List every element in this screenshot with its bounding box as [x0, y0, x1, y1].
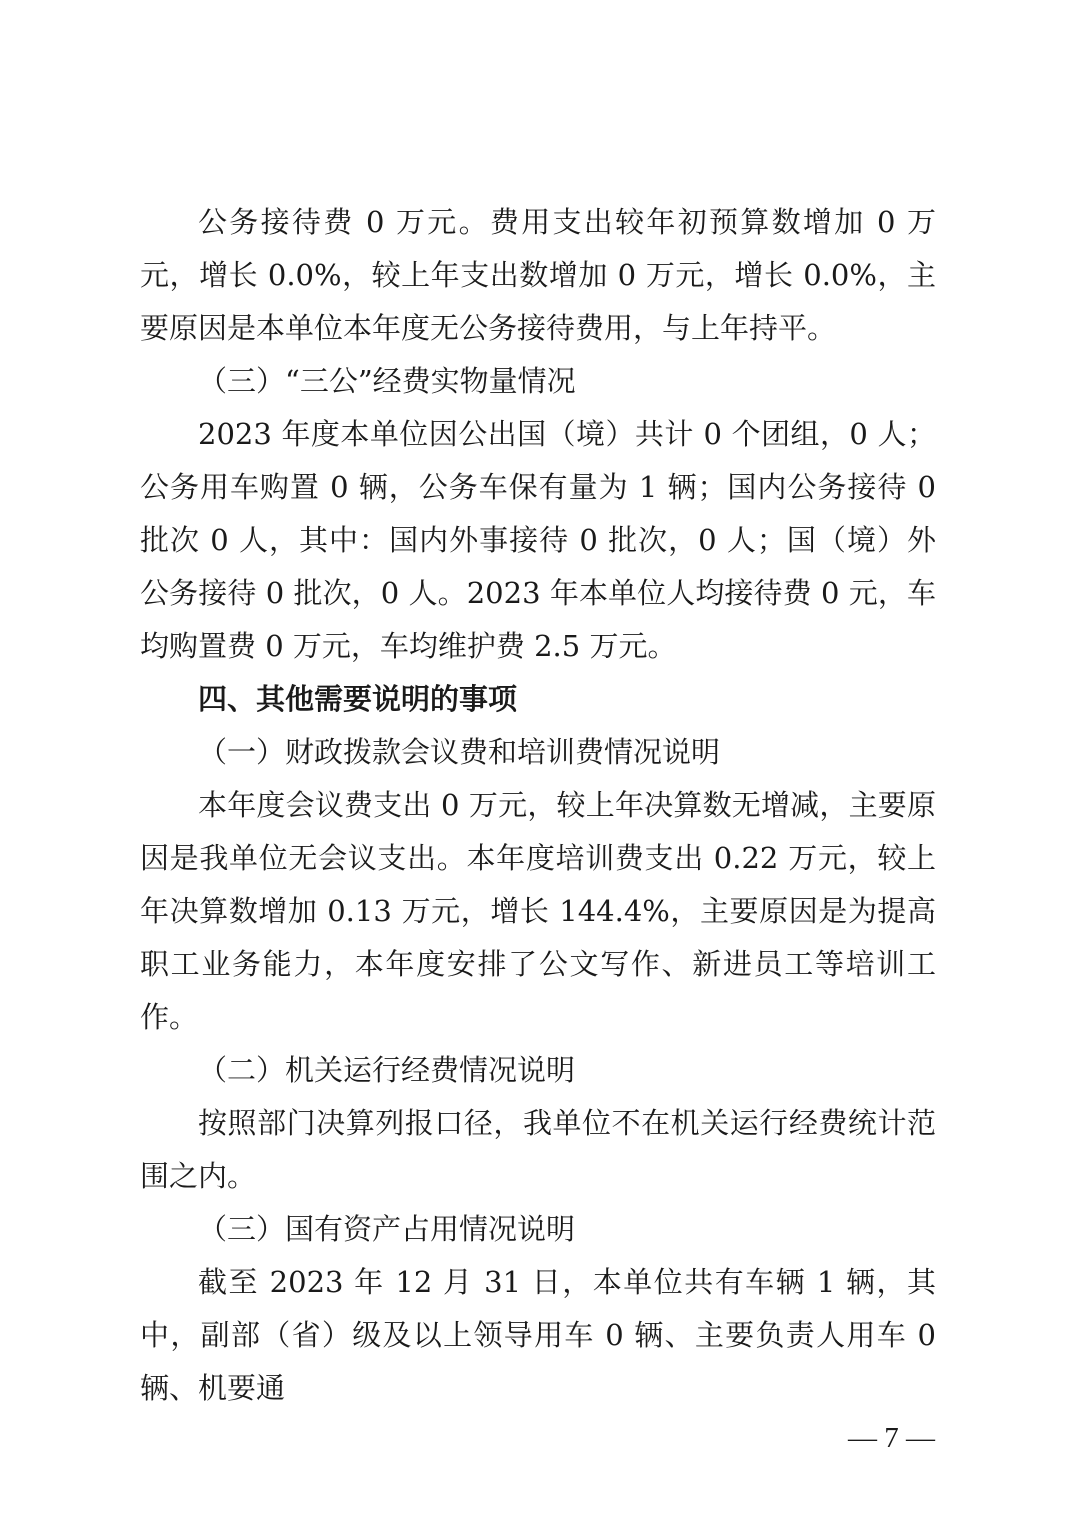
body-text — [140, 196, 936, 1415]
paragraph-reception-expense: 公务接待费 0 万元。费用支出较年初预算数增加 0 万元，增长 0.0%，较上年支出数增加 0 万元，增长 0.0%，主要原因是本单位本年度无公务接待费用，与上年持平。 — [140, 205, 936, 345]
paragraph-operating-expense: 按照部门决算列报口径，我单位不在机关运行经费统计范围之内。 — [140, 1106, 936, 1193]
heading-three-public-quantity: （三）“三公”经费实物量情况 — [198, 364, 576, 398]
heading-state-assets: （三）国有资产占用情况说明 — [198, 1212, 576, 1246]
heading-meeting-training: （一）财政拨款会议费和培训费情况说明 — [198, 735, 721, 769]
paragraph-state-assets: 截至 2023 年 12 月 31 日，本单位共有车辆 1 辆，其中，副部（省）级及以上领导用车 0 辆、主要负责人用车 0 辆、机要通 — [140, 1265, 936, 1405]
paragraph-three-public-quantity: 2023 年度本单位因公出国（境）共计 0 个团组，0 人；公务用车购置 0 辆，公务车保有量为 1 辆；国内公务接待 0 批次 0 人，其中：国内外事接待 0 批次，0 人；国（境）外公务接待 0 批次，0 人。2023 年本单位人均接待费 0 元，车均购置费 0 万元，车均维护费 2.5 万元。 — [140, 417, 936, 663]
page-number: — 7 — — [848, 1422, 935, 1454]
paragraph-meeting-training: 本年度会议费支出 0 万元，较上年决算数无增减，主要原因是我单位无会议支出。本年度培训费支出 0.22 万元，较上年决算数增加 0.13 万元，增长 144.4%，主要原因是为提高职工业务能力，本年度安排了公文写作、新进员工等培训工作。 — [140, 788, 936, 1034]
heading-other-matters: 四、其他需要说明的事项 — [198, 682, 518, 716]
heading-operating-expense: （二）机关运行经费情况说明 — [198, 1053, 576, 1087]
